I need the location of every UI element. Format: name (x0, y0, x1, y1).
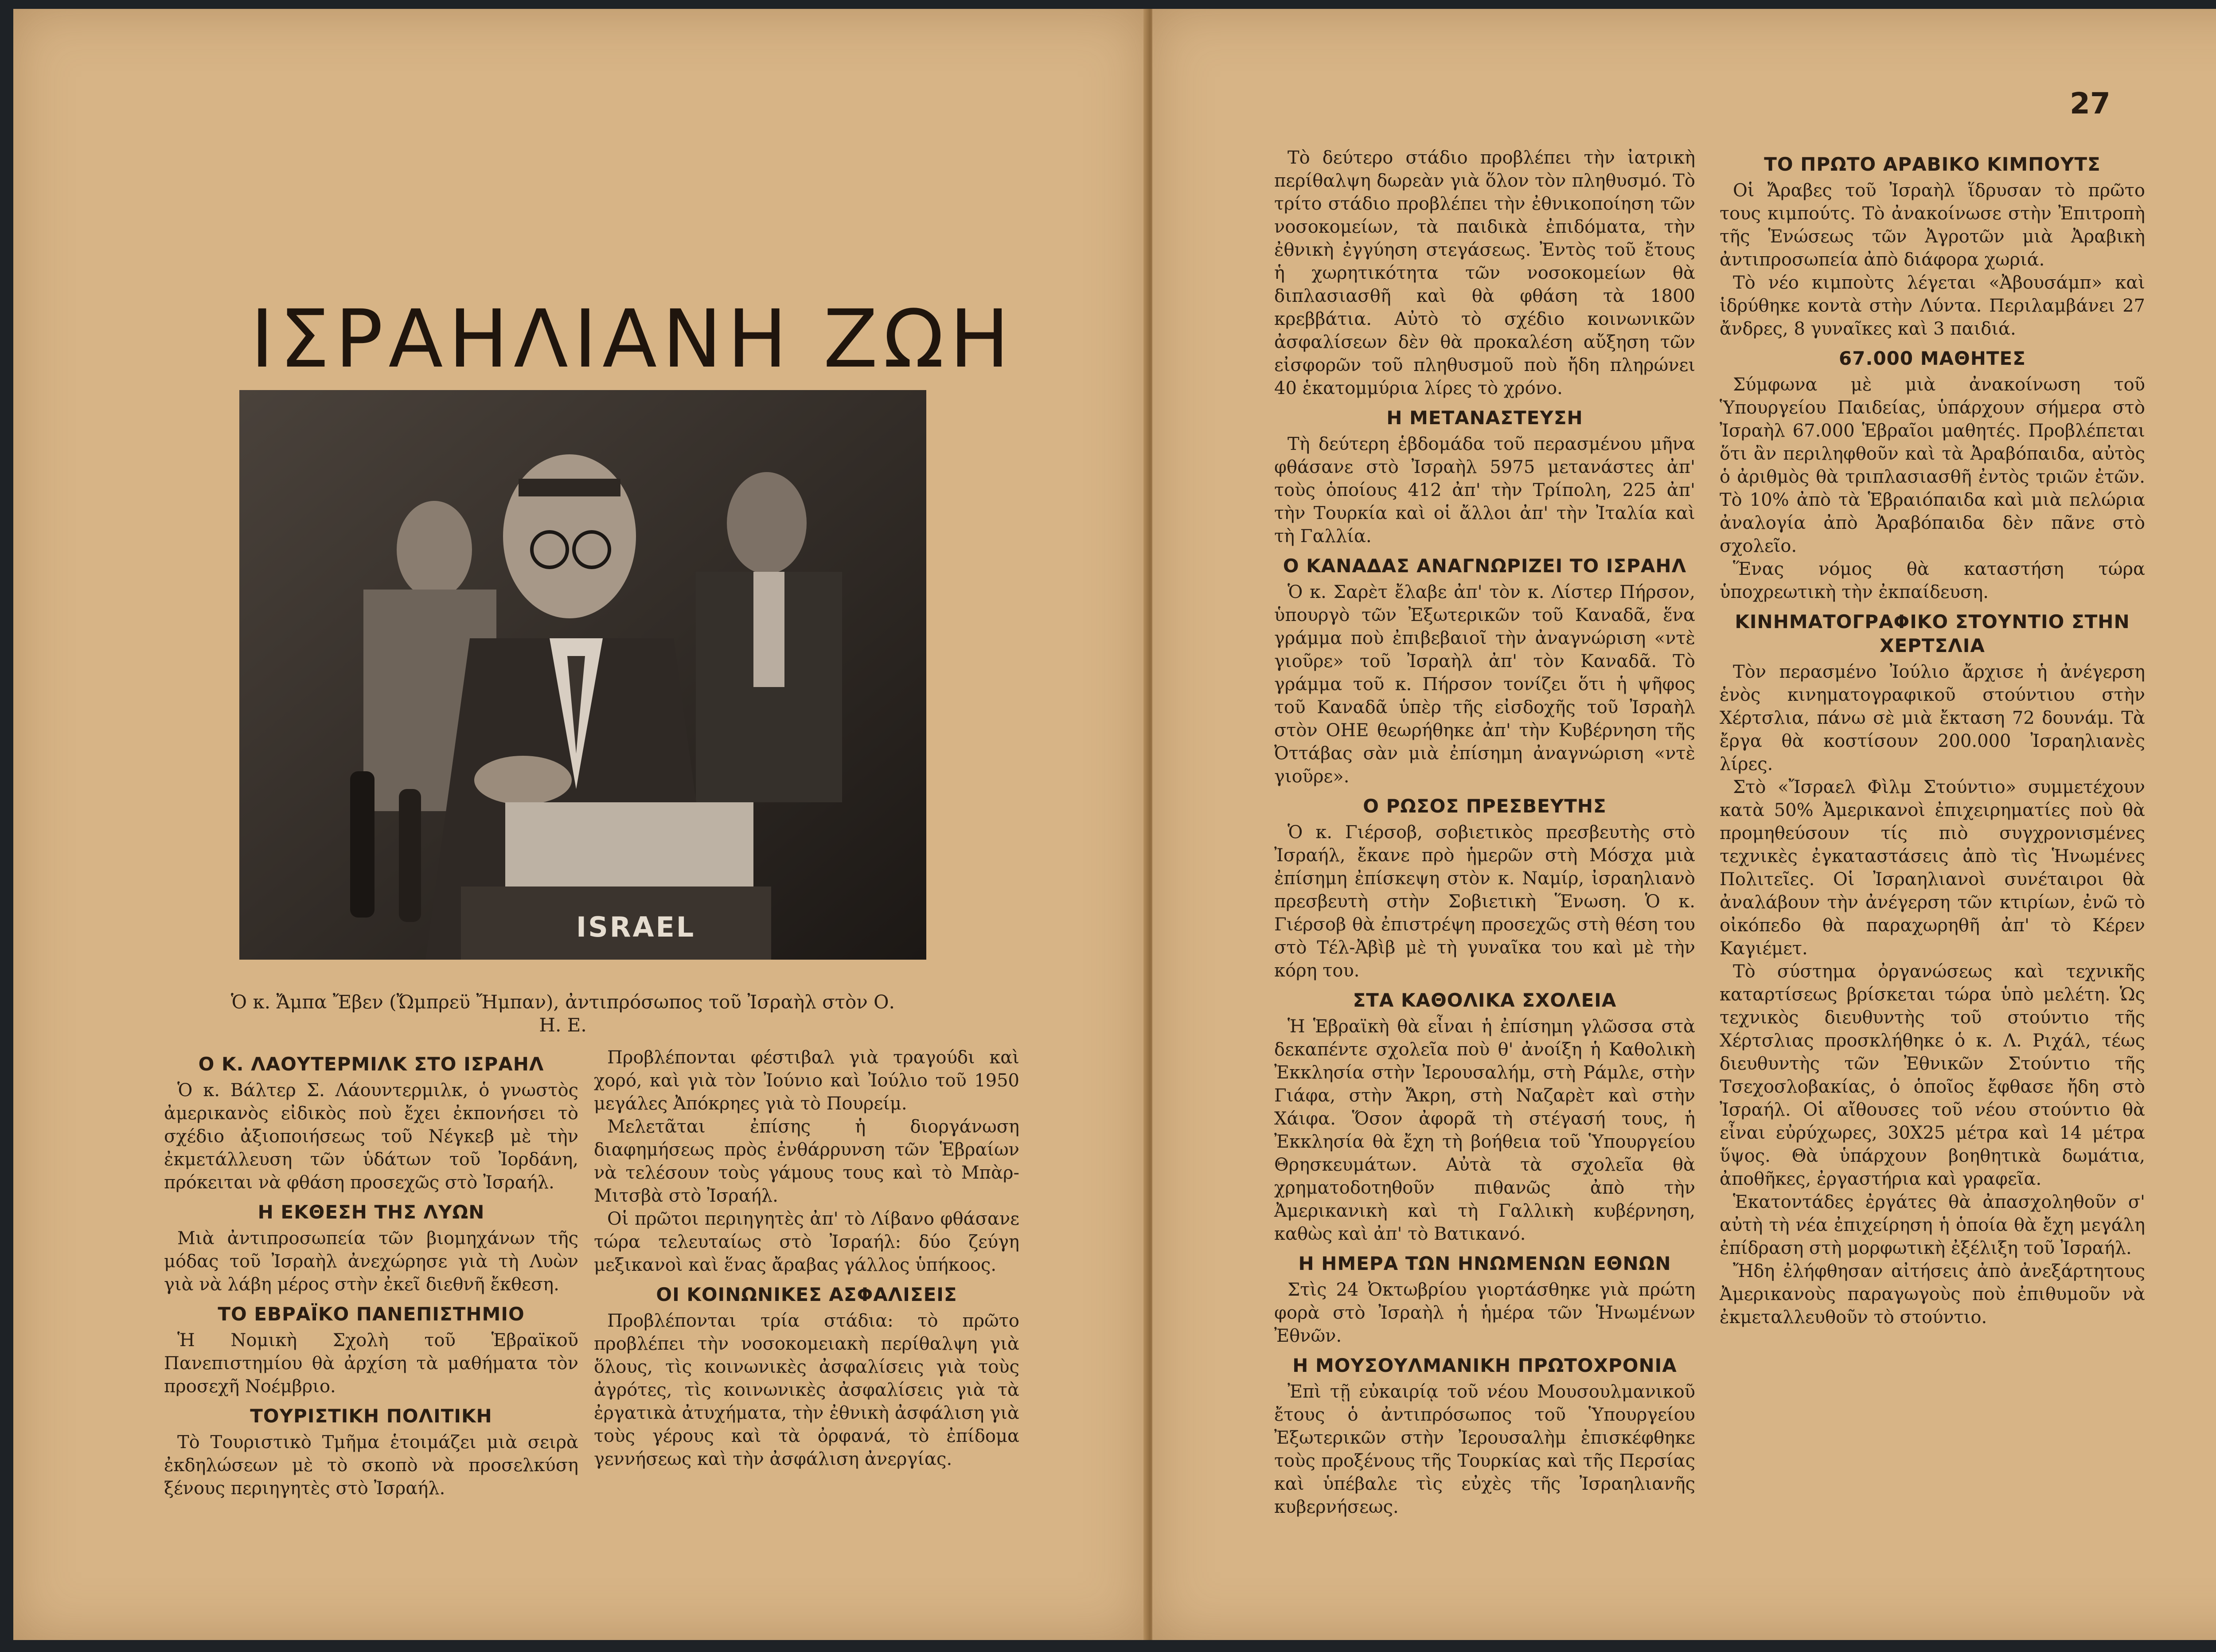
section-heading: ΣΤΑ ΚΑΘΟΛΙΚΑ ΣΧΟΛΕΙΑ (1353, 989, 1617, 1011)
section-heading: ΤΟ ΕΒΡΑΪΚΟ ΠΑΝΕΠΙΣΤΗΜΙΟ (218, 1303, 525, 1325)
photo-caption: Ὁ κ. Ἄμπα Ἔβεν (Ὤμπρεϋ Ἤμπαν), ἀντιπρόσωπος τοῦ Ἰσραὴλ στὸν Ο. Η. Ε. (231, 991, 895, 1036)
paragraph: Στὸ «Ἴσραελ Φὶλμ Στούντιο» συμμετέχουν κατὰ 50% Ἀμερικανοὶ ἐπιχειρηματίες ποὺ θὰ προμηθεύσουν τίς πιὸ συγχρονισμένες τεχνικὲς ἐγκαταστάσεις ἀπὸ τὶς Ἡνωμένες Πολιτεῖες. Οἱ Ἰσραηλιανοὶ συνέταιροι θὰ ἀναλάβουν τὴν ἀνέγερση τῶν κτιρίων, ἐνῶ τὸ οἰκόπεδο θὰ παραχωρηθῆ ἀπ' τὸ Κέρεν Καγιέμετ. (1720, 777, 2145, 959)
section-heading: ΤΟ ΠΡΩΤΟ ΑΡΑΒΙΚΟ ΚΙΜΠΟΥΤΣ (1764, 153, 2101, 175)
paragraph: Οἱ πρῶτοι περιηγητὲς ἀπ' τὸ Λίβανο φθάσανε τώρα τελευταίως στὸ Ἰσραήλ: δύο ζεύγη μεξικανοὶ καὶ ἕνας ἄραβας γάλλος ὑπήκοος. (594, 1209, 1019, 1275)
section-heading: Ο ΡΩΣΟΣ ΠΡΕΣΒΕΥΤΗΣ (1363, 795, 1607, 817)
paragraph: Προβλέπονται τρία στάδια: τὸ πρῶτο προβλέπει τὴν νοσοκομειακὴ περίθαλψη γιὰ ὅλους, τὶς κοινωνικὲς ἀσφαλίσεις γιὰ τοὺς ἀγρότες, τὶς κοινωνικὲς ἀσφαλίσεις γιὰ τὰ ἐργατικὰ ἀτυχήματα, τὴν ἐθνικὴ ἀσφάλιση γιὰ τοὺς γέρους καὶ τὰ ὀρφανά, τὸ ἐπίδομα γεννήσεως καὶ τὴν ἀσφάλιση ἀνεργίας. (594, 1311, 1019, 1469)
paragraph: Ὁ κ. Βάλτερ Σ. Λάουντερμιλκ, ὁ γνωστὸς ἀμερικανὸς εἰδικὸς ποὺ ἔχει ἐκπονήσει τὸ σχέδιο ἀξιοποιήσεως τοῦ Νέγκεβ μὲ τὴν ἐκμετάλλευση τῶν ὑδάτων τοῦ Ἰορδάνη, πρόκειται νὰ φθάση προσεχῶς στὸ Ἰσραήλ. (164, 1080, 578, 1193)
section-heading: Η ΕΚΘΕΣΗ ΤΗΣ ΛΥΩΝ (257, 1201, 485, 1223)
paragraph: Προβλέπονται φέστιβαλ γιὰ τραγούδι καὶ χορό, καὶ γιὰ τὸν Ἰούνιο καὶ Ἰούλιο τοῦ 1950 μεγάλες Ἀπόκρηες γιὰ τὸ Πουρείμ. (594, 1047, 1019, 1114)
section-heading: ΟΙ ΚΟΙΝΩΝΙΚΕΣ ΑΣΦΑΛΙΣΕΙΣ (656, 1284, 957, 1305)
paragraph: Ἡ Ἑβραϊκὴ θὰ εἶναι ἡ ἐπίσημη γλῶσσα στὰ δεκαπέντε σχολεῖα ποὺ θ' ἀνοίξη ἡ Καθολικὴ Ἐκκλησία στὴν Ἰερουσαλήμ, στὴ Ράμλε, στὴν Γιάφα, στὴν Ἄκρη, στὴ Ναζαρὲτ καὶ στὴν Χάιφα. Ὅσον ἀφορᾶ τὴ στέγασή τους, ἡ Ἐκκλησία θὰ ἔχη τὴ βοήθεια τοῦ Ὑπουργείου Θρησκευμάτων. Αὐτὰ τὰ σχολεῖα θὰ χρηματοδοτηθοῦν πιθανῶς ἀπὸ τὴν Ἀμερικανικὴ καὶ τὴ Γαλλικὴ κυβέρνηση, καθὼς καὶ ἀπ' τὸ Βατικανό. (1274, 1016, 1695, 1244)
paragraph: Μελετᾶται ἐπίσης ἡ διοργάνωση διαφημήσεως πρὸς ἐνθάρρυνση τῶν Ἑβραίων νὰ τελέσουν τοὺς γάμους τους καὶ τὸ Μπὰρ-Μιτσβὰ στὸ Ἰσραήλ. (594, 1117, 1019, 1206)
paragraph: Στὶς 24 Ὀκτωβρίου γιορτάσθηκε γιὰ πρώτη φορὰ στὸ Ἰσραὴλ ἡ ἡμέρα τῶν Ἡνωμένων Ἐθνῶν. (1274, 1280, 1695, 1346)
page-number: 27 (2070, 86, 2111, 121)
paragraph: Ὁ κ. Σαρὲτ ἔλαβε ἀπ' τὸν κ. Λίστερ Πήρσον, ὑπουργὸ τῶν Ἐξωτερικῶν τοῦ Καναδᾶ, ἕνα γράμμα ποὺ ἐπιβεβαιοῖ τὴν ἀναγνώριση «ντὲ γιοῦρε» τοῦ Ἰσραὴλ ἀπ' τὸν Καναδᾶ. Τὸ γράμμα τοῦ κ. Πήρσον τονίζει ὅτι ἡ ψῆφος τοῦ Καναδᾶ ὑπὲρ τῆς εἰσδοχῆς τοῦ Ἰσραὴλ στὸν ΟΗΕ θεωρήθηκε ἀπ' τὴν Κυβέρνηση τῆς Ὀττάβας σὰν μιὰ ἐπίσημη ἀναγνώριση «ντὲ γιοῦρε». (1274, 582, 1695, 787)
paragraph: Οἱ Ἄραβες τοῦ Ἰσραὴλ ἵδρυσαν τὸ πρῶτο τους κιμπούτς. Τὸ ἀνακοίνωσε στὴν Ἐπιτροπὴ τῆς Ἑνώσεως τῶν Ἀγροτῶν μιὰ Ἀραβικὴ ἀντιπροσωπεία ἀπὸ διάφορα χωριά. (1720, 180, 2145, 270)
paragraph: Ἡ Νομικὴ Σχολὴ τοῦ Ἑβραϊκοῦ Πανεπιστημίου θὰ ἀρχίση τὰ μαθήματα τὸν προσεχῆ Νοέμβριο. (164, 1330, 578, 1397)
paragraph: Τὸ σύστημα ὀργανώσεως καὶ τεχνικῆς καταρτίσεως βρίσκεται τώρα ὑπὸ μελέτη. Ὡς τεχνικὸς διευθυντὴς τοῦ στούντιο τῆς Χέρτσλιας προσκλήθηκε ὁ κ. Λ. Ριχάλ, τέως διευθυντὴς τῶν Ἐθνικῶν Στούντιο τῆς Τσεχοσλοβακίας, ὁ ὁποῖος ἔφθασε ἤδη στὸ Ἰσραήλ. Οἱ αἴθουσες τοῦ νέου στούντιο θὰ εἶναι εὐρύχωρες, 30Χ25 μέτρα καὶ 14 μέτρα ὕψος. Θὰ ὑπάρχουν βοηθητικὰ δωμάτια, ἀποθῆκες, ἐργαστήρια καὶ γραφεῖα. (1720, 961, 2145, 1189)
paragraph: Τὸ Τουριστικὸ Τμῆμα ἑτοιμάζει μιὰ σειρὰ ἐκδηλώσεων μὲ τὸ σκοπὸ νὰ προσελκύση ξένους περιηγητὲς στὸ Ἰσραήλ. (164, 1432, 578, 1499)
paragraph: Τὸ δεύτερο στάδιο προβλέπει τὴν ἰατρικὴ περίθαλψη δωρεὰν γιὰ ὅλον τὸν πληθυσμό. Τὸ τρίτο στάδιο προβλέπει τὴν ἐθνικοποίηση τῶν νοσοκομείων, τὰ παιδικὰ ἐπιδόματα, τὴν ἐθνικὴ ἐγγύηση στεγάσεως. Ἐντὸς τοῦ ἔτους ἡ χωρητικότητα τῶν νοσοκομείων θὰ διπλασιασθῆ καὶ θὰ φθάση τὰ 1800 κρεββάτια. Αὐτὸ τὸ σχέδιο κοινωνικῶν ἀσφαλίσεων δὲν θὰ προκαλέση αὔξηση τῶν εἰσφορῶν τοῦ πληθυσμοῦ ποὺ ἤδη πληρώνει 40 ἑκατομμύρια λίρες τὸ χρόνο. (1274, 148, 1695, 398)
paragraph: Ἕνας νόμος θὰ καταστήση τώρα ὑποχρεωτικὴ τὴν ἐκπαίδευση. (1720, 559, 2145, 602)
paragraph: Ἑκατοντάδες ἐργάτες θὰ ἀπασχοληθοῦν σ' αὐτὴ τὴ νέα ἐπιχείρηση ἡ ὁποία θὰ ἔχη μεγάλη ἐπίδραση στὴ μορφωτικὴ ἐξέλιξη τοῦ Ἰσραήλ. (1720, 1192, 2145, 1258)
paragraph: Σύμφωνα μὲ μιὰ ἀνακοίνωση τοῦ Ὑπουργείου Παιδείας, ὑπάρχουν σήμερα στὸ Ἰσραὴλ 67.000 Ἑβραῖοι μαθητές. Προβλέπεται ὅτι ἂν περιληφθοῦν καὶ τὰ Ἀραβόπαιδα, αὐτὸς ὁ ἀριθμὸς θὰ τριπλασιασθῆ ἐντὸς τριῶν ἐτῶν. Τὸ 10% ἀπὸ τὰ Ἑβραιόπαιδα καὶ μιὰ πελώρια ἀναλογία ἀπὸ Ἀραβόπαιδα δὲν πᾶνε στὸ σχολεῖο. (1720, 375, 2145, 556)
section-heading: Ο Κ. ΛΑΟΥΤΕΡΜΙΛΚ ΣΤΟ ΙΣΡΑΗΛ (198, 1053, 544, 1075)
photo-image (239, 390, 926, 960)
column-1 (164, 1046, 578, 1500)
paragraph: Μιὰ ἀντιπροσωπεία τῶν βιομηχάνων τῆς μόδας τοῦ Ἰσραὴλ ἀνεχώρησε γιὰ τὴ Λυὼν γιὰ νὰ λάβη μέρος στὴν ἐκεῖ διεθνῆ ἔκθεση. (164, 1228, 578, 1295)
page-title: ΙΣΡΑΗΛΙΑΝΗ ΖΩΗ (250, 293, 1015, 386)
section-heading: 67.000 ΜΑΘΗΤΕΣ (1839, 348, 2026, 369)
photograph (239, 390, 926, 960)
paragraph: Τὸ νέο κιμποὺτς λέγεται «Ἀβουσάμπ» καὶ ἱδρύθηκε κοντὰ στὴν Λύντα. Περιλαμβάνει 27 ἄνδρες, 8 γυναῖκες καὶ 3 παιδιά. (1720, 273, 2145, 339)
section-heading: Η ΜΟΥΣΟΥΛΜΑΝΙΚΗ ΠΡΩΤΟΧΡΟΝΙΑ (1292, 1355, 1677, 1376)
paragraph: Ὁ κ. Γιέρσοβ, σοβιετικὸς πρεσβευτὴς στὸ Ἰσραήλ, ἔκανε πρὸ ἡμερῶν στὴ Μόσχα μιὰ ἐπίσημη ἐπίσκεψη στὸν κ. Ναμίρ, ἰσραηλιανὸ πρεσβευτὴ στὴν Σοβιετικὴ Ἕνωση. Ὁ κ. Γιέρσοβ θὰ ἐπιστρέψη προσεχῶς στὴ θέση του στὸ Τέλ-Ἀβὶβ μὲ τὴ γυναῖκα του καὶ μὲ τὴν κόρη του. (1274, 822, 1695, 981)
column-2 (594, 1046, 1019, 1471)
column-3 (1274, 146, 1695, 1519)
section-heading: ΚΙΝΗΜΑΤΟΓΡΑΦΙΚΟ ΣΤΟΥΝΤΙΟ ΣΤΗΝ ΧΕΡΤΣΛΙΑ (1735, 611, 2130, 656)
section-heading: ΤΟΥΡΙΣΤΙΚΗ ΠΟΛΙΤΙΚΗ (250, 1405, 492, 1427)
paragraph: Ἤδη ἐλήφθησαν αἰτήσεις ἀπὸ ἀνεξάρτητους Ἀμερικανοὺς παραγωγοὺς ποὺ ἐπιθυμοῦν νὰ ἐκμεταλλευθοῦν τὸ στούντιο. (1720, 1261, 2145, 1328)
israel-nameplate: ISRAEL (576, 911, 696, 943)
paragraph: Τὴ δεύτερη ἑβδομάδα τοῦ περασμένου μῆνα φθάσανε στὸ Ἰσραὴλ 5975 μετανάστες ἀπ' τοὺς ὁποίους 412 ἀπ' τὴν Τρίπολη, 225 ἀπ' τὴν Τουρκία καὶ οἱ ἄλλοι ἀπ' τὴν Ἰταλία καὶ τὴ Γαλλία. (1274, 434, 1695, 547)
section-heading: Η ΜΕΤΑΝΑΣΤΕΥΣΗ (1386, 407, 1583, 429)
section-heading: Ο ΚΑΝΑΔΑΣ ΑΝΑΓΝΩΡΙΖΕΙ ΤΟ ΙΣΡΑΗΛ (1283, 555, 1687, 577)
column-4 (1720, 146, 2145, 1329)
paragraph: Τὸν περασμένο Ἰούλιο ἄρχισε ἡ ἀνέγερση ἑνὸς κινηματογραφικοῦ στούντιου στὴν Χέρτσλια, πάνω σὲ μιὰ ἔκταση 72 δουνάμ. Τὰ ἔργα θὰ κοστίσουν 200.000 Ἰσραηλιανὲς λίρες. (1720, 662, 2145, 774)
paragraph: Ἐπὶ τῇ εὐκαιρίᾳ τοῦ νέου Μουσουλμανικοῦ ἔτους ὁ ἀντιπρόσωπος τοῦ Ὑπουργείου Ἐξωτερικῶν στὴν Ἰερουσαλὴμ ἐπισκέφθηκε τοὺς προξένους τῆς Τουρκίας καὶ τῆς Περσίας καὶ ὑπέβαλε τὶς εὐχὲς τῆς Ἰσραηλιανῆς κυβερνήσεως. (1274, 1382, 1695, 1517)
section-heading: Η ΗΜΕΡΑ ΤΩΝ ΗΝΩΜΕΝΩΝ ΕΘΝΩΝ (1298, 1253, 1671, 1274)
